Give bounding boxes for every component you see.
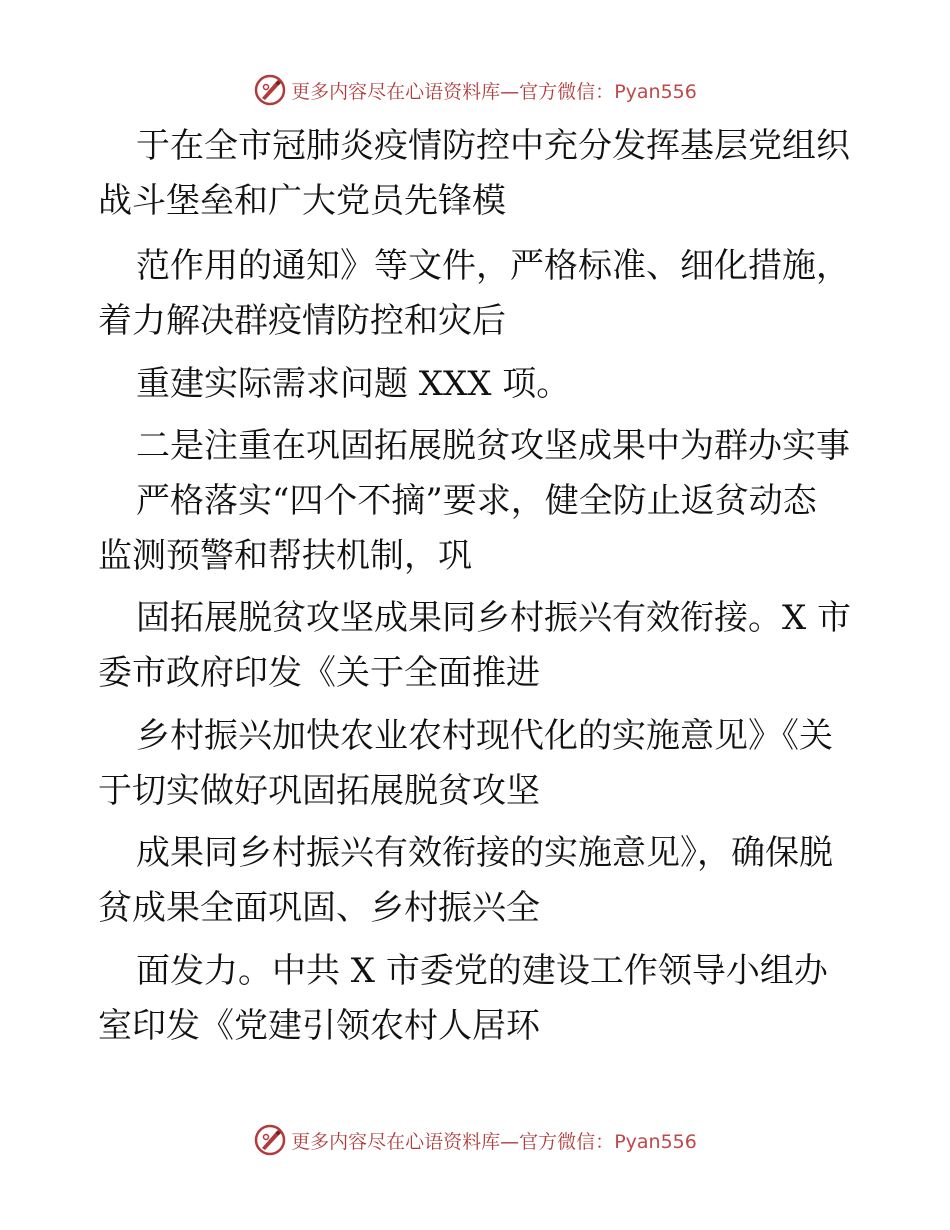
banner-text (291, 1127, 697, 1154)
banner-separator: — (500, 1130, 520, 1153)
body-line: 贫成果全面巩固、乡村振兴全 (98, 888, 540, 928)
body-line: 于在全市冠肺炎疫情防控中充分发挥基层党组织 (136, 126, 850, 166)
pen-logo-icon (253, 73, 287, 107)
body-line: 监测预警和帮扶机制，巩 (98, 536, 472, 576)
banner-wechat-label: 官方微信： (519, 1130, 615, 1153)
header-banner (0, 70, 950, 110)
banner-site-text: 更多内容尽在心语资料库 (291, 1130, 501, 1153)
body-line: 委市政府印发《关于全面推进 (98, 653, 540, 693)
body-line: 固拓展脱贫攻坚成果同乡村振兴有效衔接。X 市 (136, 598, 852, 638)
body-line: 着力解决群疫情防控和灾后 (98, 301, 506, 341)
banner-wechat-handle: Pyan556 (614, 80, 697, 103)
body-line: 重建实际需求问题 XXX 项。 (136, 364, 571, 404)
body-line: 范作用的通知》等文件，严格标准、细化措施， (136, 246, 850, 286)
banner-text (291, 77, 697, 104)
banner-wechat-handle: Pyan556 (614, 1130, 697, 1153)
banner-site-text: 更多内容尽在心语资料库 (291, 80, 501, 103)
body-line: 面发力。中共 X 市委党的建设工作领导小组办 (136, 951, 828, 991)
footer-banner (0, 1120, 950, 1160)
body-line: 室印发《党建引领农村人居环 (98, 1006, 540, 1046)
body-line: 于切实做好巩固拓展脱贫攻坚 (98, 771, 540, 811)
body-line: 成果同乡村振兴有效衔接的实施意见》，确保脱 (136, 833, 833, 873)
body-line: 二是注重在巩固拓展脱贫攻坚成果中为群办实事 (136, 426, 850, 466)
body-line: 乡村振兴加快农业农村现代化的实施意见》《关 (136, 716, 833, 756)
body-line: 严格落实“四个不摘”要求，健全防止返贫动态 (136, 481, 817, 521)
body-line: 战斗堡垒和广大党员先锋模 (98, 181, 506, 221)
banner-wechat-label: 官方微信： (519, 80, 615, 103)
banner-separator: — (500, 80, 520, 103)
pen-logo-icon (253, 1123, 287, 1157)
